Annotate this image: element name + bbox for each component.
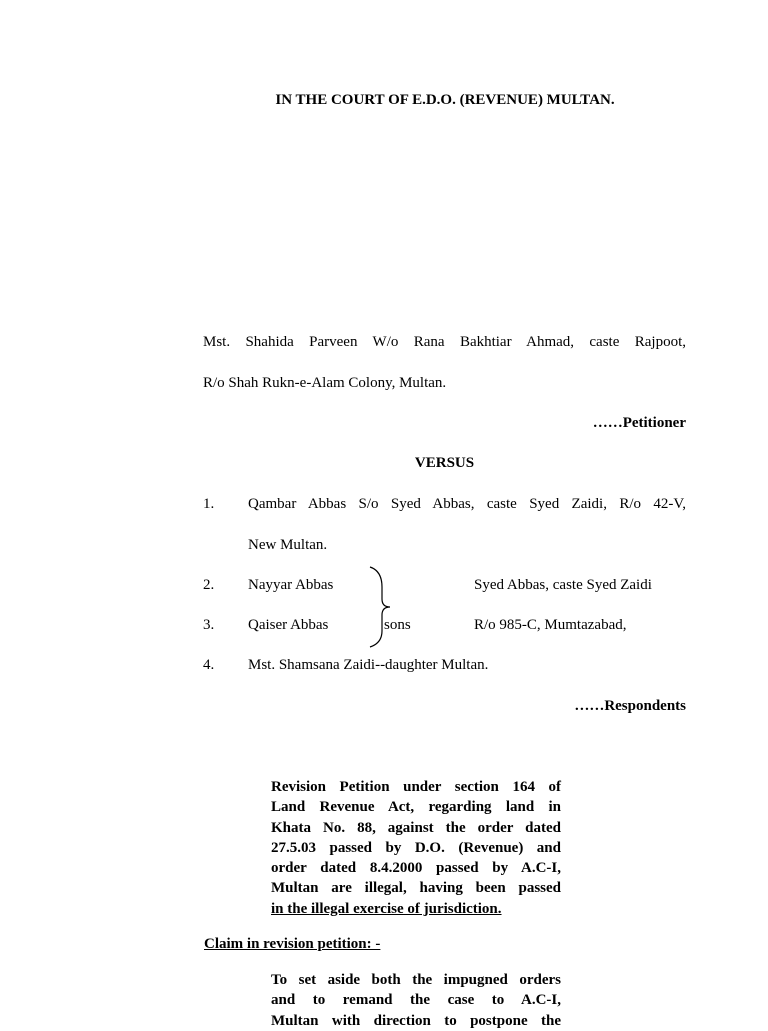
respondent-3-name: Qaiser Abbas (248, 617, 329, 633)
sons-label: sons (384, 617, 411, 633)
respondents-label: ……Respondents (574, 698, 686, 714)
revision-petition-paragraph (271, 777, 561, 919)
revision-line: Multan are illegal, having been passed (271, 880, 561, 897)
respondent-2-number: 2. (203, 577, 215, 593)
revision-line: Khata No. 88, against the order dated (271, 819, 561, 836)
court-title: IN THE COURT OF E.D.O. (REVENUE) MULTAN. (275, 92, 615, 108)
claim-line: To set aside both the impugned orders (271, 972, 561, 988)
petitioner-line-2: R/o Shah Rukn-e-Alam Colony, Multan. (203, 375, 447, 391)
respondent-1-line-2: New Multan. (248, 537, 328, 553)
respondent-3-number: 3. (203, 617, 215, 633)
claim-paragraph (271, 970, 561, 1031)
versus-heading: VERSUS (414, 455, 475, 471)
respondent-1-number: 1. (203, 496, 215, 512)
claim-line: and to remand the case to A.C-I, (271, 992, 561, 1009)
claim-heading: Claim in revision petition: - (204, 936, 381, 952)
petitioner-label: ……Petitioner (592, 415, 686, 431)
curly-brace-icon (352, 565, 392, 649)
respondents-group-line-2: R/o 985-C, Mumtazabad, (474, 617, 627, 633)
revision-line: 27.5.03 passed by D.O. (Revenue) and (271, 839, 561, 856)
respondents-group-line-1: Syed Abbas, caste Syed Zaidi (474, 577, 652, 593)
respondent-4-name: Mst. Shamsana Zaidi--daughter Multan. (248, 657, 489, 673)
respondent-4-number: 4. (203, 657, 215, 673)
respondent-1-line-1: Qambar Abbas S/o Syed Abbas, caste Syed Zaidi, R/o 42-V, (248, 496, 686, 512)
revision-line: in the illegal exercise of jurisdiction. (271, 900, 502, 917)
revision-line: order dated 8.4.2000 passed by A.C-I, (271, 860, 561, 877)
respondent-2-name: Nayyar Abbas (248, 577, 334, 593)
revision-line: Land Revenue Act, regarding land in (271, 799, 561, 816)
revision-line: Revision Petition under section 164 of (271, 779, 561, 795)
petitioner-line-1: Mst. Shahida Parveen W/o Rana Bakhtiar Ahmad, caste Rajpoot, (203, 334, 686, 350)
claim-line: Multan with direction to postpone the (271, 1012, 561, 1029)
